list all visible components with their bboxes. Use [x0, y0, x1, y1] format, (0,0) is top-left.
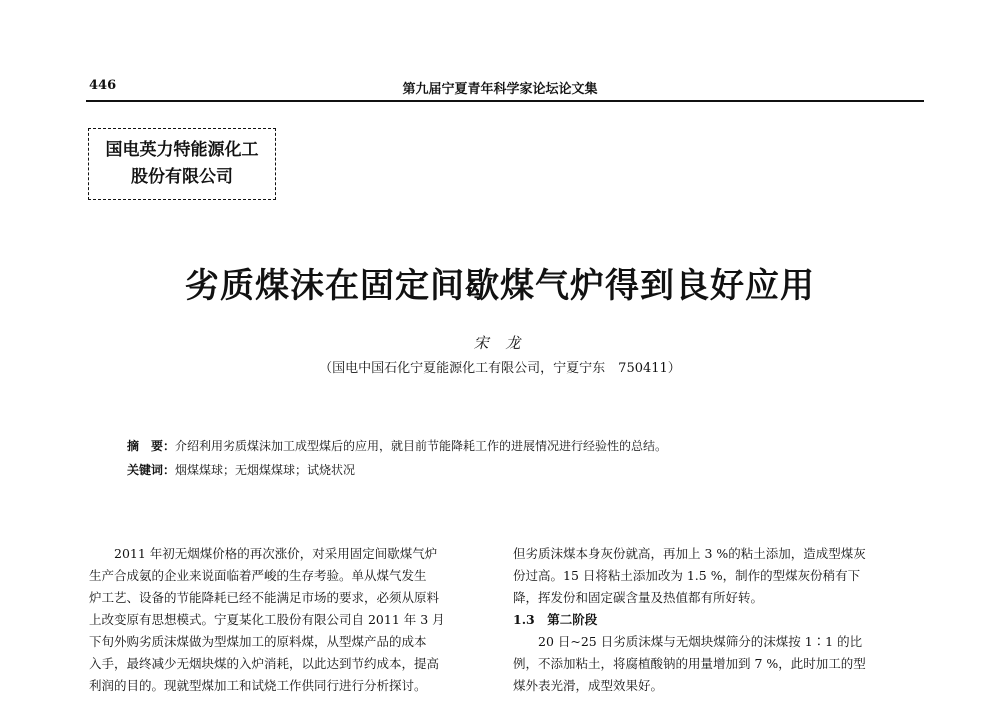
keywords-text: 烟煤煤球；无烟煤煤球；试烧状况 [175, 463, 356, 477]
body-line: 降，挥发份和固定碳含量及热值都有所好转。 [513, 590, 764, 605]
keywords [127, 461, 355, 478]
body-line: 上改变原有思想模式。宁夏某化工股份有限公司自 2011 年 3 月 [89, 612, 445, 627]
body-line: 入手，最终减少无烟块煤的入炉消耗，以此达到节约成本，提高 [89, 656, 440, 671]
body-line: 炉工艺、设备的节能降耗已经不能满足市场的要求，必须从原料 [89, 590, 440, 605]
article-title: 劣质煤沫在固定间歇煤气炉得到良好应用 [185, 266, 815, 306]
abstract-text: 介绍利用劣质煤沫加工成型煤后的应用，就目前节能降耗工作的进展情况进行经验性的总结。 [175, 439, 668, 453]
running-header: 第九届宁夏青年科学家论坛论文集 [402, 82, 598, 97]
abstract-label: 摘 要： [127, 439, 176, 453]
body-left-column [89, 543, 489, 697]
body-line: 利润的目的。现就型煤加工和试烧工作供同行进行分析探讨。 [89, 678, 427, 693]
author-name: 宋 龙 [473, 334, 527, 352]
body-right-column [513, 543, 913, 697]
body-line: 例，不添加粘土，将腐植酸钠的用量增加到 7 %，此时加工的型 [513, 656, 866, 671]
page-number: 446 [89, 78, 117, 93]
affiliation-line-1: 国电英力特能源化工 [105, 140, 259, 160]
affiliation-box [88, 128, 276, 200]
abstract [127, 437, 667, 454]
body-line: 份过高。15 日将粘土添加改为 1.5 %，制作的型煤灰份稍有下 [513, 568, 861, 583]
author-institution: （国电中国石化宁夏能源化工有限公司，宁夏宁东 750411） [319, 361, 681, 376]
keywords-label: 关键词： [127, 463, 176, 477]
affiliation-line-2: 股份有限公司 [131, 167, 233, 187]
section-heading: 1.3 第二阶段 [513, 612, 598, 627]
body-line: 生产合成氨的企业来说面临着严峻的生存考验。单从煤气发生 [89, 568, 427, 583]
body-line: 下旬外购劣质沫煤做为型煤加工的原料煤，从型煤产品的成本 [89, 634, 427, 649]
body-line: 2011 年初无烟煤价格的再次涨价，对采用固定间歇煤气炉 [114, 546, 438, 561]
body-line: 但劣质沫煤本身灰份就高，再加上 3 %的粘土添加，造成型煤灰 [513, 546, 866, 561]
body-line: 煤外表光滑，成型效果好。 [513, 678, 664, 693]
header-rule [86, 100, 924, 102]
body-line: 20 日~25 日劣质沫煤与无烟块煤筛分的沫煤按 1∶1 的比 [538, 634, 863, 649]
